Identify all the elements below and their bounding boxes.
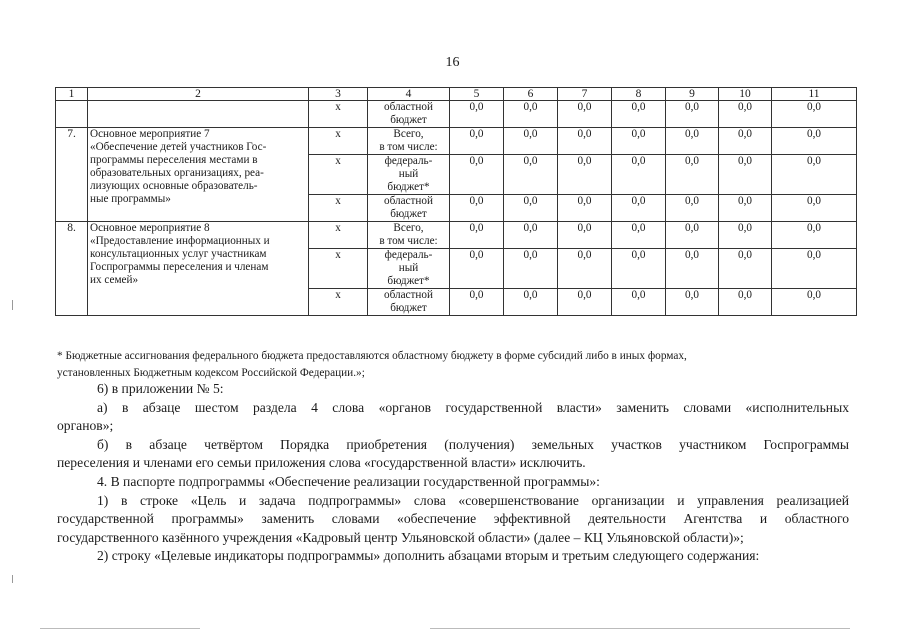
source-cell (368, 222, 450, 249)
value-cell: 0,0 (504, 101, 558, 128)
x-cell: х (309, 289, 368, 316)
description-line: образовательных организациях, реа- (90, 167, 264, 179)
value-cell: 0,0 (612, 101, 666, 128)
scan-margin-mark (12, 300, 13, 310)
value-cell: 0,0 (450, 155, 504, 195)
table-header-row (56, 88, 857, 101)
value-cell: 0,0 (772, 195, 857, 222)
value-cell: 0,0 (450, 222, 504, 249)
item-description (88, 128, 309, 222)
table-row (56, 128, 857, 155)
num-cell (56, 101, 88, 128)
source-line: ный (398, 168, 419, 180)
source-line: ный (398, 262, 419, 274)
value-cell: 0,0 (666, 128, 719, 155)
source-line: Всего, (393, 128, 424, 140)
value-cell: 0,0 (666, 222, 719, 249)
body-text (57, 380, 849, 566)
value-cell: 0,0 (558, 222, 612, 249)
description-line: лизующих основные образователь- (90, 180, 258, 192)
value-cell: 0,0 (504, 128, 558, 155)
value-cell: 0,0 (558, 155, 612, 195)
value-cell: 0,0 (558, 195, 612, 222)
value-cell: 0,0 (612, 289, 666, 316)
value-cell: 0,0 (719, 155, 772, 195)
value-cell: 0,0 (450, 101, 504, 128)
value-cell: 0,0 (772, 128, 857, 155)
description-line: Основное мероприятие 7 (90, 128, 210, 140)
desc-cell (88, 101, 309, 128)
column-header: 8 (612, 88, 666, 101)
value-cell: 0,0 (558, 101, 612, 128)
source-line: в том числе: (379, 235, 438, 247)
value-cell: 0,0 (772, 222, 857, 249)
column-header: 6 (504, 88, 558, 101)
value-cell: 0,0 (719, 249, 772, 289)
value-cell: 0,0 (719, 101, 772, 128)
item-number: 8. (56, 222, 88, 316)
paragraph-line: 4. В паспорте подпрограммы «Обеспечение реализации государственной программы»: (97, 473, 600, 489)
value-cell: 0,0 (504, 222, 558, 249)
footnote-line-2: установленных Бюджетным кодексом Российской Федерации.»; (57, 367, 365, 379)
x-cell: х (309, 128, 368, 155)
x-cell: х (309, 222, 368, 249)
value-cell: 0,0 (772, 101, 857, 128)
table-row (56, 222, 857, 249)
value-cell: 0,0 (772, 249, 857, 289)
x-cell: х (309, 195, 368, 222)
source-line: областной (384, 289, 433, 301)
scan-margin-mark (12, 575, 13, 583)
description-line: ные программы» (90, 193, 171, 205)
source-line: областной (384, 195, 433, 207)
table-row (56, 101, 857, 128)
paragraph-line: 2) строку «Целевые индикаторы подпрограммы» дополнить абзацами вторым и третьим следующего содержания: (97, 548, 760, 564)
description-line: их семей» (90, 274, 139, 286)
description-line: «Предоставление информационных и (90, 235, 270, 247)
scan-artifact (40, 628, 200, 629)
source-line: в том числе: (379, 141, 438, 153)
value-cell: 0,0 (666, 289, 719, 316)
column-header: 3 (309, 88, 368, 101)
page-number: 16 (445, 55, 460, 70)
source-line: бюджет (390, 208, 427, 220)
item-number: 7. (56, 128, 88, 222)
source-cell (368, 249, 450, 289)
x-cell: х (309, 101, 368, 128)
value-cell: 0,0 (558, 289, 612, 316)
value-cell: 0,0 (666, 155, 719, 195)
paragraph-line: б) в абзаце четвёртом Порядка приобретения (получения) земельных участков участником Госпрограммы (97, 436, 849, 452)
value-cell: 0,0 (719, 289, 772, 316)
source-line: бюджет* (387, 275, 430, 287)
column-header: 4 (368, 88, 450, 101)
description-line: консультационных услуг участникам (90, 248, 267, 260)
value-cell: 0,0 (612, 128, 666, 155)
source-cell (368, 101, 450, 128)
value-cell: 0,0 (612, 222, 666, 249)
paragraph-line: 1) в строке «Цель и задача подпрограммы» слова «совершенствование организации и управления реализацией (97, 492, 849, 508)
value-cell: 0,0 (558, 128, 612, 155)
x-cell: х (309, 249, 368, 289)
value-cell: 0,0 (504, 195, 558, 222)
value-cell: 0,0 (450, 289, 504, 316)
value-cell: 0,0 (504, 155, 558, 195)
source-line: областной (384, 101, 433, 113)
scan-artifact (430, 628, 850, 629)
column-header: 2 (88, 88, 309, 101)
x-cell: х (309, 155, 368, 195)
value-cell: 0,0 (612, 249, 666, 289)
footnote-line-1: * Бюджетные ассигнования федерального бюджета предоставляются областному бюджету в форме субсидий либо в иных формах, (57, 350, 687, 362)
paragraph-line: а) в абзаце шестом раздела 4 слова «органов государственной власти» заменить словами «исполнительных (97, 399, 849, 415)
source-line: федераль- (384, 155, 433, 167)
column-header: 1 (56, 88, 88, 101)
source-line: бюджет* (387, 181, 430, 193)
value-cell: 0,0 (666, 101, 719, 128)
paragraph-line: органов»; (57, 418, 114, 434)
column-header: 11 (772, 88, 857, 101)
value-cell: 0,0 (719, 128, 772, 155)
value-cell: 0,0 (719, 222, 772, 249)
source-cell (368, 155, 450, 195)
value-cell: 0,0 (612, 195, 666, 222)
description-line: программы переселения местами в (90, 154, 258, 166)
description-line: «Обеспечение детей участников Гос- (90, 141, 267, 153)
value-cell: 0,0 (612, 155, 666, 195)
source-cell (368, 195, 450, 222)
budget-table (55, 87, 857, 316)
source-line: Всего, (393, 222, 424, 234)
column-header: 9 (666, 88, 719, 101)
value-cell: 0,0 (666, 249, 719, 289)
value-cell: 0,0 (504, 249, 558, 289)
value-cell: 0,0 (504, 289, 558, 316)
value-cell: 0,0 (772, 155, 857, 195)
description-line: Основное мероприятие 8 (90, 222, 210, 234)
source-cell (368, 289, 450, 316)
source-line: федераль- (384, 249, 433, 261)
paragraph-line: переселения и членами его семьи приложения слова «государственной власти» исключить. (57, 455, 586, 471)
value-cell: 0,0 (558, 249, 612, 289)
value-cell: 0,0 (772, 289, 857, 316)
paragraph-line: 6) в приложении № 5: (97, 381, 224, 396)
value-cell: 0,0 (450, 128, 504, 155)
source-line: бюджет (390, 114, 427, 126)
item-description (88, 222, 309, 316)
value-cell: 0,0 (666, 195, 719, 222)
column-header: 10 (719, 88, 772, 101)
description-line: Госпрограммы переселения и членам (90, 261, 269, 273)
source-line: бюджет (390, 302, 427, 314)
paragraph-line: государственной программы» заменить словами «обеспечение эффективной деятельности Агентства и областного (57, 511, 849, 527)
value-cell: 0,0 (450, 195, 504, 222)
value-cell: 0,0 (719, 195, 772, 222)
column-header: 7 (558, 88, 612, 101)
source-cell (368, 128, 450, 155)
column-header: 5 (450, 88, 504, 101)
footnote (57, 348, 849, 382)
paragraph-line: государственного казённого учреждения «Кадровый центр Ульяновской области» (далее – КЦ Ульяновской области)»; (57, 529, 744, 545)
value-cell: 0,0 (450, 249, 504, 289)
